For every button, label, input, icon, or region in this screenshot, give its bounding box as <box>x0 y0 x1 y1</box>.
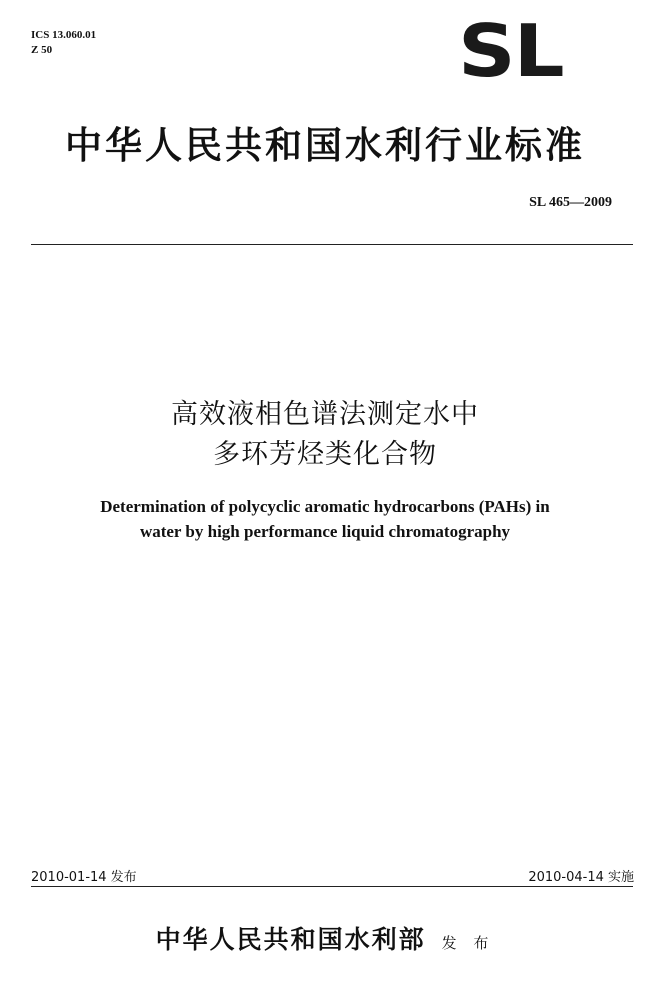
sl-logo: SL <box>458 9 563 93</box>
classification-codes <box>31 28 96 58</box>
issue-date: 2010-01-14 发布 <box>31 870 137 885</box>
title-cn-line2: 多环芳烃类化合物 <box>213 439 437 470</box>
title-en-line1: Determination of polycyclic aromatic hydrocarbons (PAHs) in <box>100 497 550 516</box>
issuer-action: 发 布 <box>441 934 495 952</box>
standard-number: SL 465—2009 <box>529 195 612 210</box>
bottom-divider <box>31 886 633 887</box>
title-en-line2: water by high performance liquid chromatography <box>139 522 511 541</box>
issuer-line <box>0 920 650 956</box>
ics-code: ICS 13.060.01 <box>31 29 97 41</box>
issuer-name: 中华人民共和国水利部 <box>155 925 426 954</box>
implementation-date: 2010-04-14 实施 <box>528 870 634 885</box>
title-cn-line1: 高效液相色谱法测定水中 <box>171 399 479 430</box>
ccs-code: Z 50 <box>31 44 53 56</box>
organization-title: 中华人民共和国水利行业标准 <box>65 124 585 167</box>
top-divider <box>31 244 633 245</box>
